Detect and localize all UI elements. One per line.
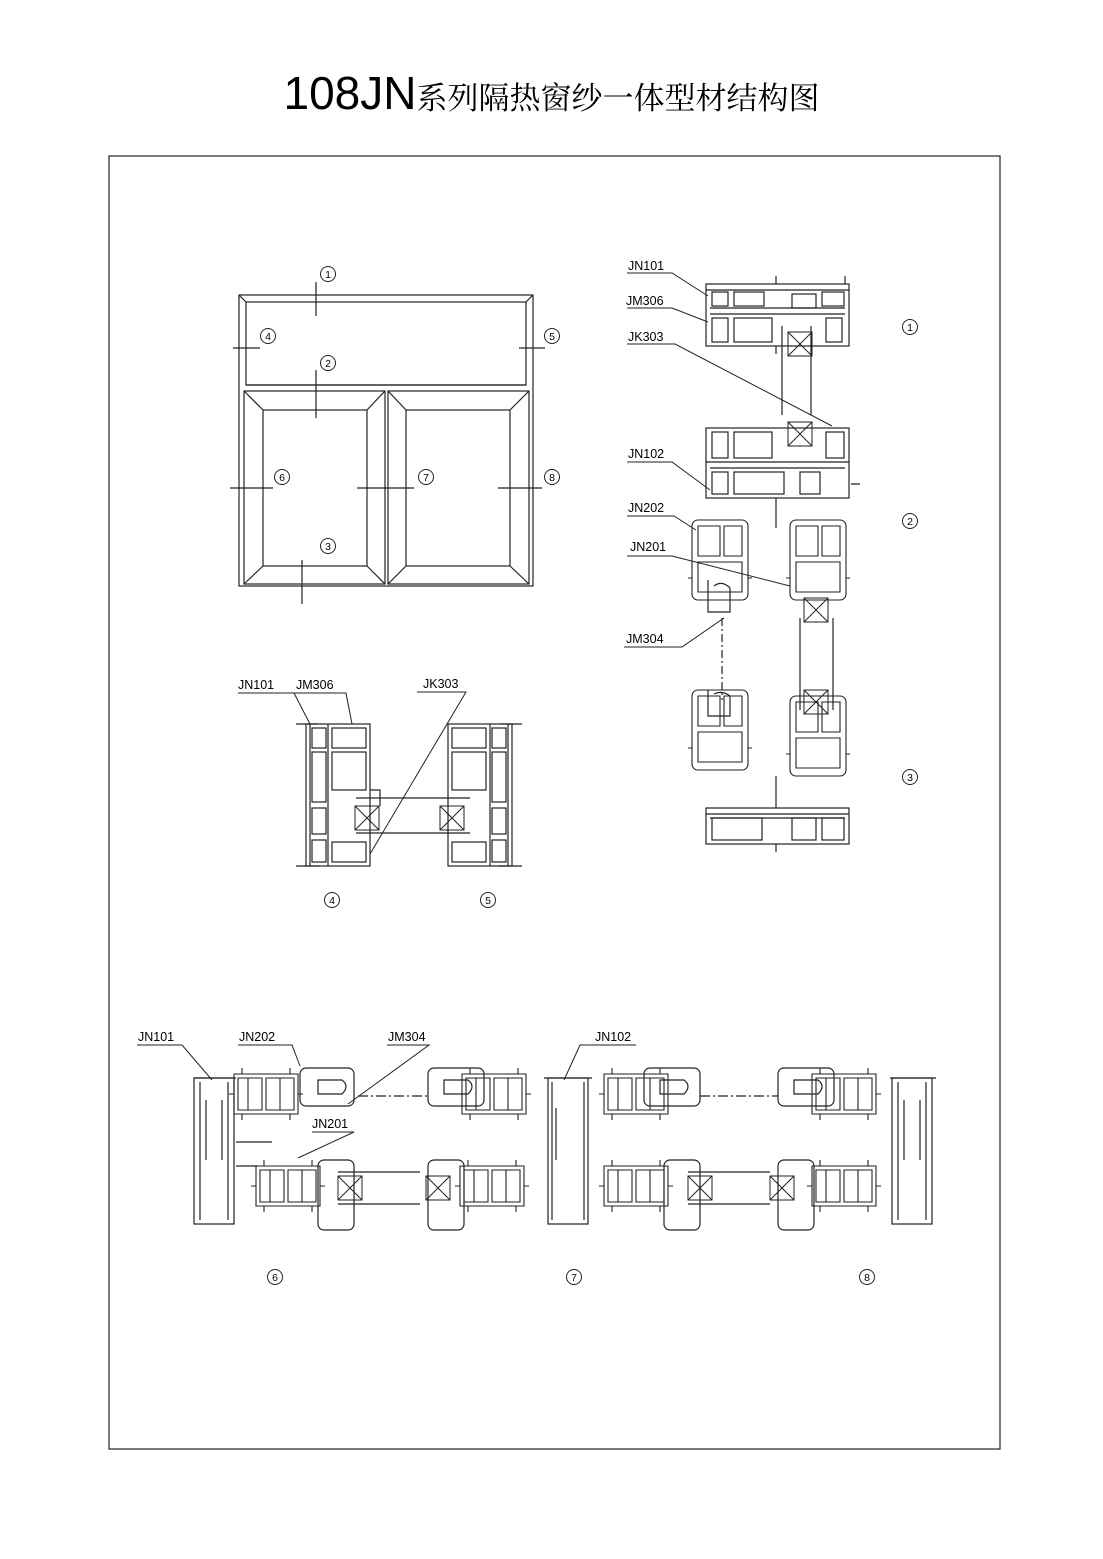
label-jn101-s6: JN101 — [138, 1030, 175, 1044]
label-jn201-s6: JN201 — [312, 1117, 349, 1131]
section-marker-5: 5 — [485, 895, 491, 907]
section-marker-4: 4 — [329, 895, 335, 907]
label-jn202-s6: JN202 — [239, 1030, 276, 1044]
label-jn101-s4: JN101 — [238, 678, 275, 692]
section-6-detail — [194, 1068, 420, 1230]
section-3-detail — [688, 618, 850, 852]
section-marker-1: 1 — [325, 269, 331, 281]
label-jn102-s2: JN102 — [628, 447, 665, 461]
label-jn101-s1: JN101 — [628, 259, 665, 273]
section-marker-8: 8 — [864, 1272, 870, 1284]
label-jk303-s4: JK303 — [423, 677, 459, 691]
section-marker-3: 3 — [907, 772, 913, 784]
section-1-detail — [706, 276, 849, 415]
section-marker-7: 7 — [571, 1272, 577, 1284]
label-jn201-s2: JN201 — [630, 540, 667, 554]
part-labels — [138, 259, 666, 1131]
section-8-detail — [770, 1068, 936, 1230]
section-marker-8: 8 — [549, 472, 555, 484]
section-marker-5: 5 — [549, 331, 555, 343]
section-marker-2: 2 — [907, 516, 913, 528]
section-marker-1: 1 — [907, 322, 913, 334]
section-marker-4: 4 — [265, 331, 271, 343]
label-jm306-s1: JM306 — [626, 294, 664, 308]
label-jn102-s7: JN102 — [595, 1030, 632, 1044]
section-4-detail — [296, 724, 470, 866]
label-jm304-s2: JM304 — [626, 632, 664, 646]
label-jn202-s2: JN202 — [628, 501, 665, 515]
section-marker-7: 7 — [423, 472, 429, 484]
title-code: 108JN — [283, 67, 417, 119]
section-marker-3: 3 — [325, 541, 331, 553]
label-jm306-s4: JM306 — [296, 678, 334, 692]
section-7-detail — [426, 1068, 770, 1230]
section-2-detail — [688, 422, 860, 710]
window-elevation — [230, 282, 545, 604]
label-jm304-s6: JM304 — [388, 1030, 426, 1044]
sheet-border — [109, 156, 1000, 1449]
section-5-detail — [440, 724, 522, 866]
section-marker-6: 6 — [272, 1272, 278, 1284]
section-marker-2: 2 — [325, 358, 331, 370]
label-jk303-s1: JK303 — [628, 330, 664, 344]
title-text: 系列隔热窗纱一体型材结构图 — [416, 81, 820, 117]
section-marker-6: 6 — [279, 472, 285, 484]
